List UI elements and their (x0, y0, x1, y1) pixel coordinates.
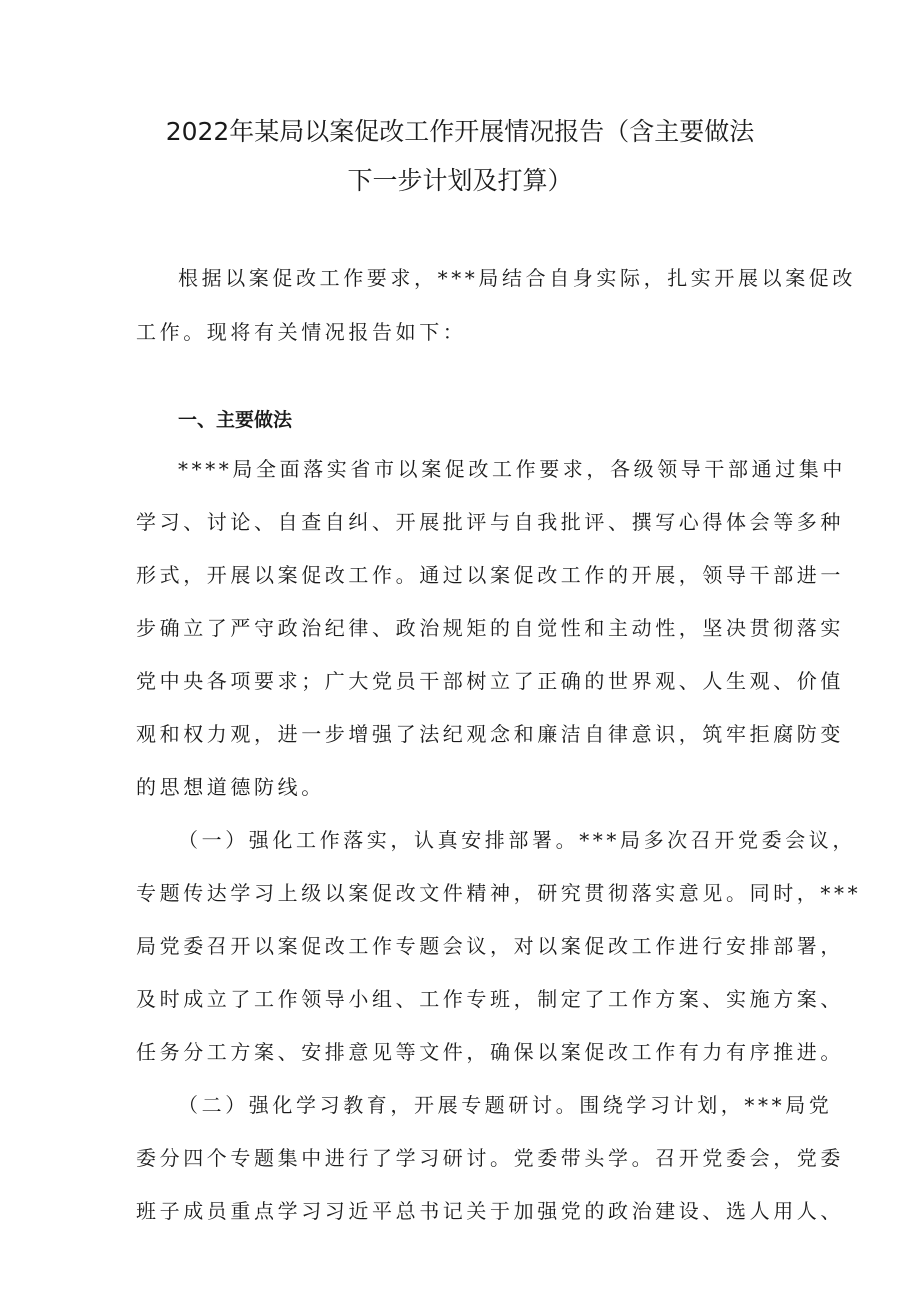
document-title-line-1: 2022年某局以案促改工作开展情况报告（含主要做法 (165, 117, 755, 146)
section-heading: 一、主要做法 (178, 409, 293, 431)
document-page: 2022年某局以案促改工作开展情况报告（含主要做法 下一步计划及打算） 根据以案促改工作要求，***局结合自身实际，扎实开展以案促改 工作。现将有关情况报告如下： 一、主要做法 ****局全面落实省市以案促改工作要求，各级领导干部通过集中 学习、讨论、自查自纠、开展批评与自我批评、撰写心得体会等多种 形式，开展以案促改工作。通过以案促改工作的开展，领导干部进一 步确立了严守政治纪律、政治规矩的自觉性和主动性，坚决贯彻落实 党中央各项要求；广大党员干部树立了正确的世界观、人生观、价值 观和权力观，进一步增强了法纪观念和廉洁自律意识，筑牢拒腐防变 的思想道德防线。 （一）强化工作落实，认真安排部署。***局多次召开党委会议， 专题传达学习上级以案促改文件精神，研究贯彻落实意见。同时，*** 局党委召开以案促改工作专题会议，对以案促改工作进行安排部署， 及时成立了工作领导小组、工作专班，制定了工作方案、实施方案、 任务分工方案、安排意见等文件，确保以案促改工作有力有序推进。 （二）强化学习教育，开展专题研讨。围绕学习计划，***局党 委分四个专题集中进行了学习研讨。党委带头学。召开党委会，党委 班子成员重点学习习近平总书记关于加强党的政治建设、选人用人、 (0, 0, 920, 1301)
document-title-line-2: 下一步计划及打算） (347, 166, 573, 195)
